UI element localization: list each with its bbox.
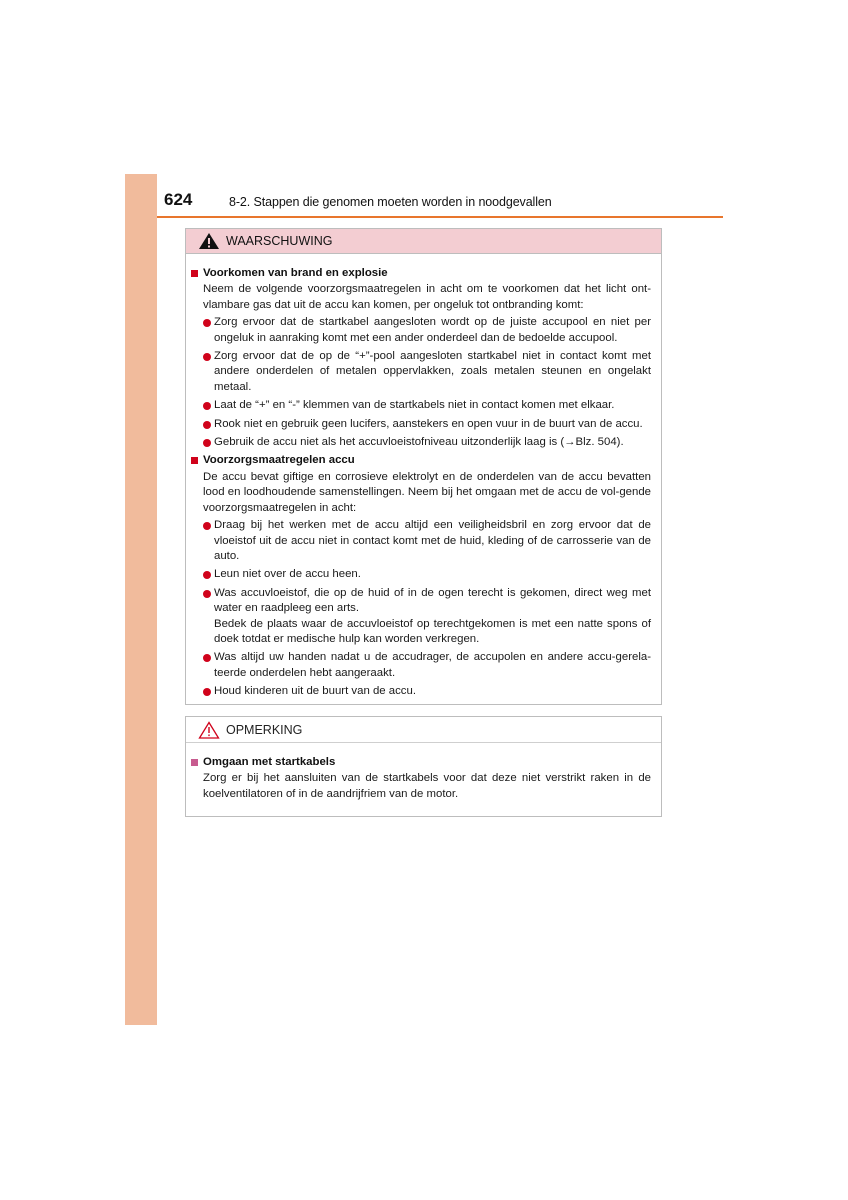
page-number: 624 xyxy=(164,190,193,209)
section-square-icon xyxy=(191,270,198,277)
section-intro: De accu bevat giftige en corrosieve elektrolyt en de onderdelen van de accu bevatten lood en loodhoudende samenstellingen. Neem bij het omgaan met de accu de vol-gende voorzorgsmaatregelen in acht: xyxy=(203,470,651,514)
section-title: Voorkomen van brand en explosie xyxy=(189,266,651,281)
section-square-icon xyxy=(191,457,198,464)
note-text: Zorg er bij het aansluiten van de startkabels voor dat deze niet verstrikt raken in de koelventilatoren of in de aandrijfriem van de motor. xyxy=(203,772,651,800)
bullet-item: Zorg ervoor dat de op de “+”-pool aangesloten startkabel niet in contact komt met andere onderdelen of metalen oppervlakken, zoals metalen steunen en ongelakt metaal. xyxy=(189,349,651,395)
bullet-item: Rook niet en gebruik geen lucifers, aanstekers en open vuur in de buurt van de accu. xyxy=(189,417,651,432)
section-intro: Neem de volgende voorzorgsmaatregelen in acht om te voorkomen dat het licht ont-vlambare gas dat uit de accu kan komen, per ongeluk tot ontbranding komt: xyxy=(203,283,651,311)
bullet-dot-icon xyxy=(203,439,211,447)
warning-label: WAARSCHUWING xyxy=(226,234,333,248)
note-content xyxy=(189,755,651,804)
bullet-item: Draag bij het werken met de accu altijd een veiligheidsbril en zorg ervoor dat de vloeistof uit de accu niet in contact komt met de huid, kleding of de carrosserie van de auto. xyxy=(189,518,651,564)
bullet-dot-icon xyxy=(203,654,211,662)
bullet-item: Was accuvloeistof, die op de huid of in de ogen terecht is gekomen, direct weg met water en raadpleeg een arts. Bedek de plaats waar de accuvloeistof op terechtgekomen is met een natte spons of doek totdat er medische hulp kan worden verkregen. xyxy=(189,586,651,648)
bullet-item: Houd kinderen uit de buurt van de accu. xyxy=(189,684,651,699)
warning-box xyxy=(185,228,662,705)
warning-content xyxy=(189,266,651,703)
note-box xyxy=(185,716,662,817)
bullet-item: Was altijd uw handen nadat u de accudrager, de accupolen en andere accu-gerela-teerde onderdelen hebt aangeraakt. xyxy=(189,650,651,681)
bullet-dot-icon xyxy=(203,688,211,696)
bullet-dot-icon xyxy=(203,319,211,327)
warning-header xyxy=(186,229,661,254)
header-divider xyxy=(157,216,723,218)
warning-triangle-icon xyxy=(198,232,220,250)
bullet-dot-icon xyxy=(203,353,211,361)
bullet-item: Gebruik de accu niet als het accuvloeistofniveau uitzonderlijk laag is (→Blz. 504). xyxy=(189,435,651,450)
bullet-extra: Bedek de plaats waar de accuvloeistof op terechtgekomen is met een natte spons of doek totdat er medische hulp kan worden verkregen. xyxy=(214,617,651,645)
note-header xyxy=(186,717,661,743)
bullet-item: Leun niet over de accu heen. xyxy=(189,567,651,582)
section-title: Omgaan met startkabels xyxy=(189,755,651,770)
bullet-dot-icon xyxy=(203,590,211,598)
bullet-dot-icon xyxy=(203,522,211,530)
bullet-item: Zorg ervoor dat de startkabel aangesloten wordt op de juiste accupool en niet per ongeluk in aanraking komt met een ander onderdeel dan de bedoelde accupool. xyxy=(189,315,651,346)
caution-triangle-icon xyxy=(198,721,220,739)
section-title: Voorzorgsmaatregelen accu xyxy=(189,453,651,468)
bullet-dot-icon xyxy=(203,421,211,429)
section-header-title: 8-2. Stappen die genomen moeten worden in noodgevallen xyxy=(229,195,552,209)
bullet-dot-icon xyxy=(203,571,211,579)
note-label: OPMERKING xyxy=(226,722,303,737)
section-square-icon xyxy=(191,759,198,766)
bullet-item: Laat de “+” en “-” klemmen van de startkabels niet in contact komen met elkaar. xyxy=(189,398,651,413)
bullet-dot-icon xyxy=(203,402,211,410)
chapter-side-tab xyxy=(125,174,157,1025)
